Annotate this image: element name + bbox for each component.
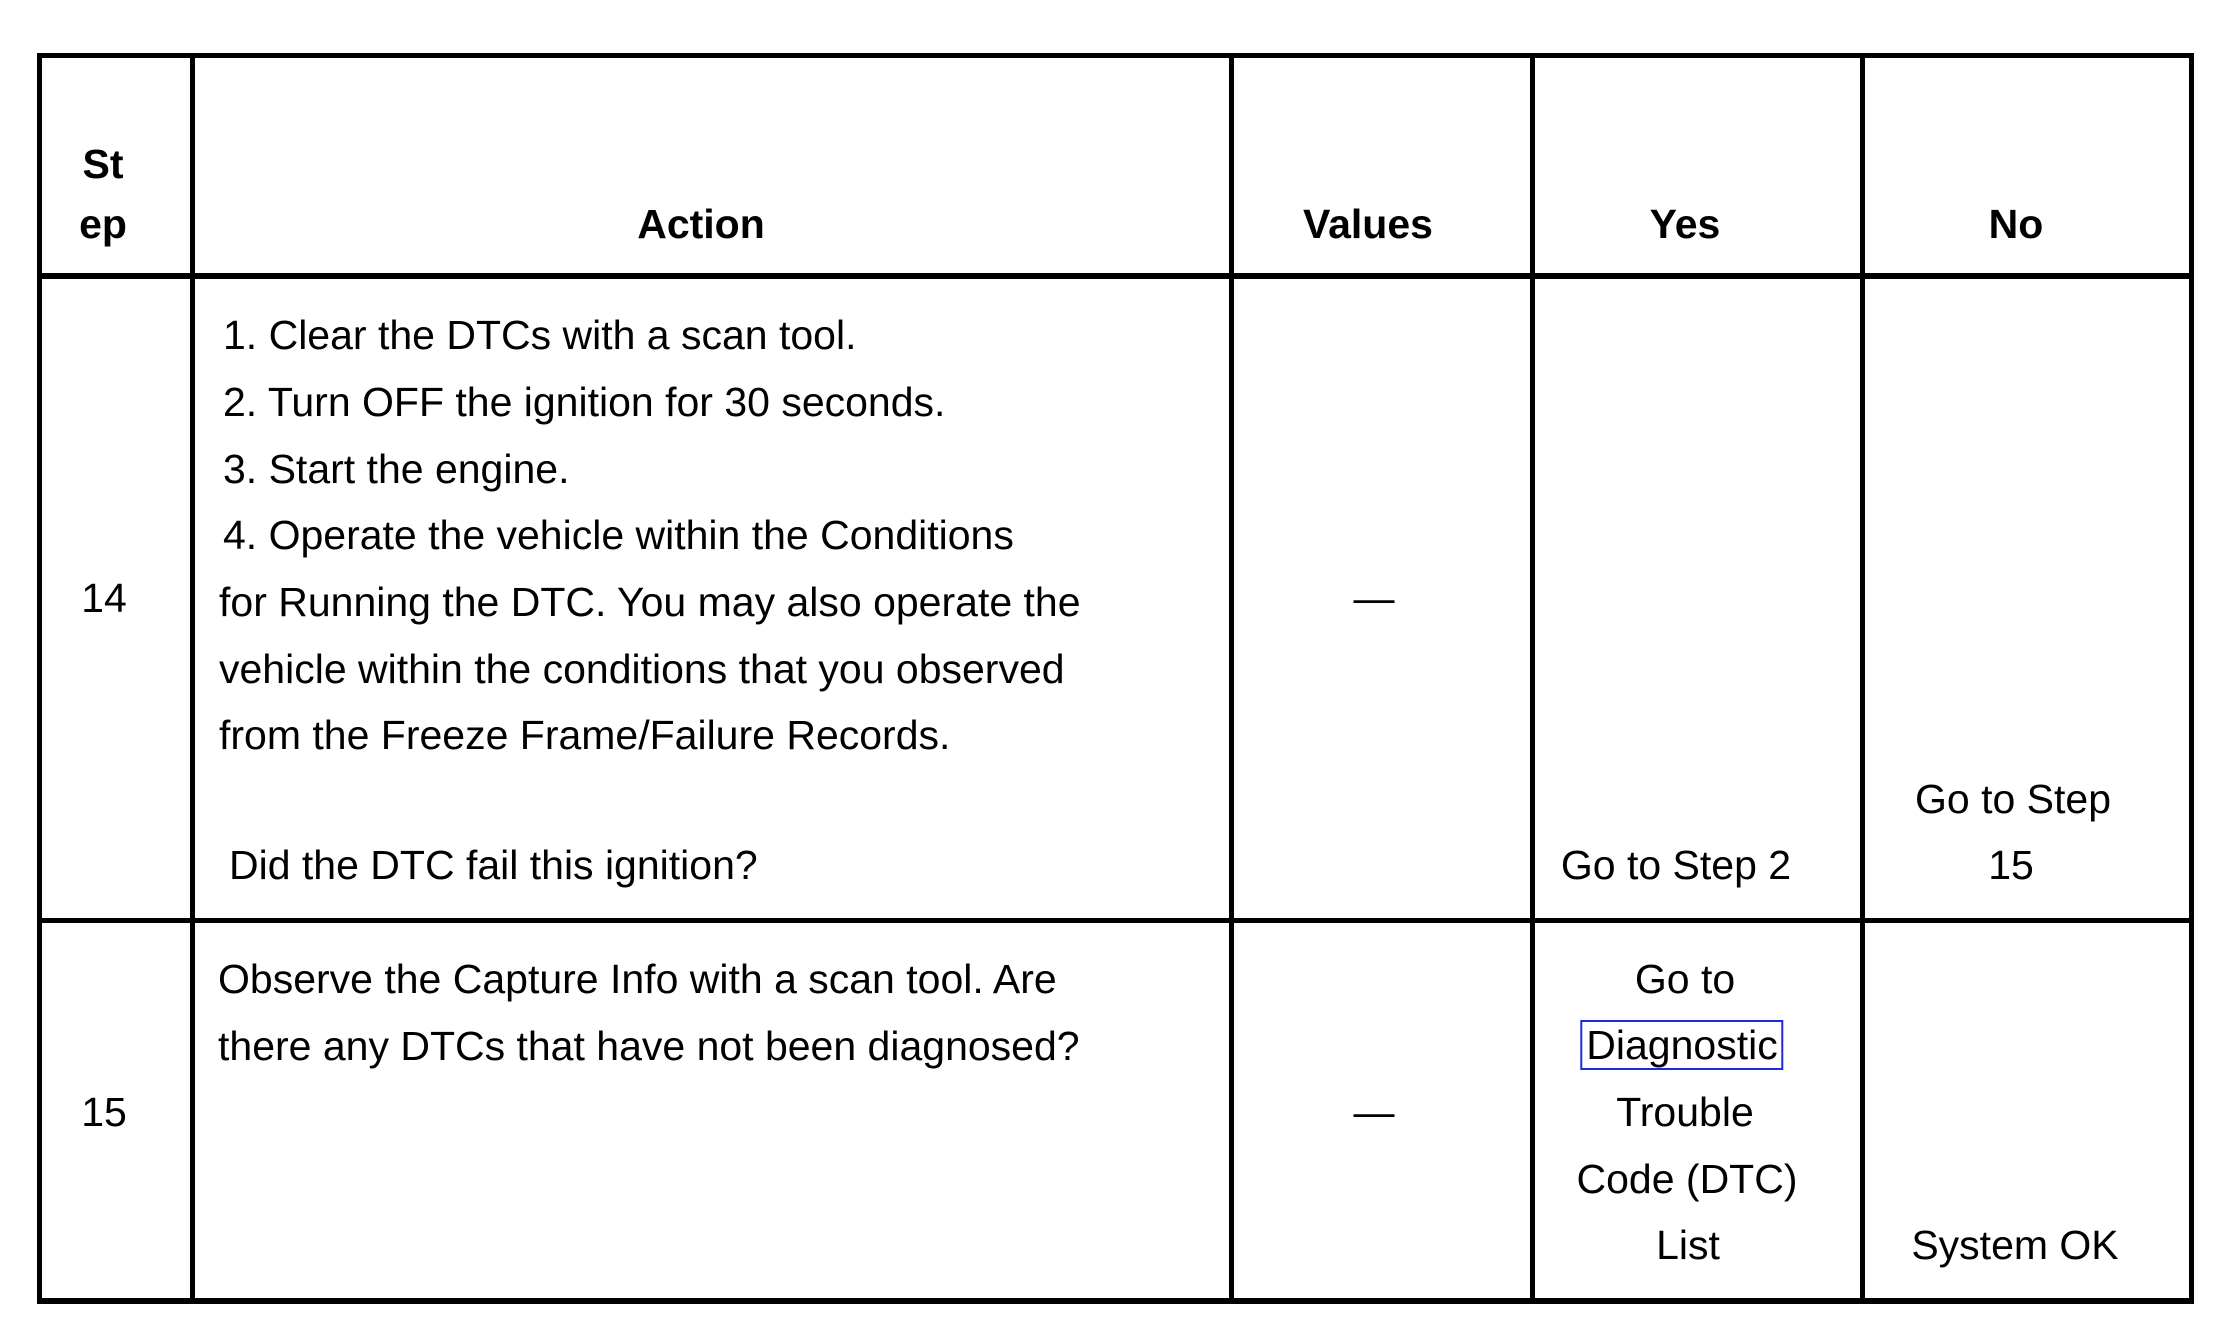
action-line: 3. Start the engine.	[223, 446, 570, 492]
table-bottom-border	[37, 1298, 2194, 1304]
no-system-ok: System OK	[1911, 1222, 2119, 1268]
column-divider-yes-no	[1860, 53, 1865, 1304]
diagnostic-link-box[interactable]: Diagnostic	[1580, 1020, 1783, 1070]
header-yes: Yes	[1649, 201, 1721, 247]
header-bottom-border	[37, 273, 2194, 279]
action-question: Did the DTC fail this ignition?	[229, 842, 758, 888]
table-left-border	[37, 53, 42, 1304]
yes-list-line: List	[1656, 1222, 1720, 1268]
action-line: from the Freeze Frame/Failure Records.	[219, 712, 951, 758]
action-line: Observe the Capture Info with a scan tool. Are	[218, 956, 1057, 1002]
column-divider-action-values	[1229, 53, 1234, 1304]
table-right-border	[2189, 53, 2194, 1304]
yes-go-to-line1: Go to	[1634, 956, 1736, 1002]
no-go-to-step-line2[interactable]: 15	[1988, 842, 2034, 888]
step-number: 14	[81, 575, 127, 621]
table-top-border	[37, 53, 2194, 58]
header-step-line1: St	[82, 141, 124, 187]
header-no: No	[1988, 201, 2044, 247]
column-divider-values-yes	[1530, 53, 1535, 1304]
action-line: there any DTCs that have not been diagnosed?	[218, 1023, 1080, 1069]
yes-trouble-line: Trouble	[1616, 1089, 1754, 1135]
action-line: for Running the DTC. You may also operate the	[219, 579, 1081, 625]
header-values: Values	[1303, 201, 1433, 247]
values-dash: —	[1353, 575, 1395, 621]
values-dash: —	[1353, 1089, 1395, 1135]
no-go-to-step-line1[interactable]: Go to Step	[1914, 776, 2112, 822]
yes-diagnostic-link[interactable]	[1586, 1021, 1783, 1069]
row-14-bottom-border	[37, 918, 2194, 923]
action-line: 1. Clear the DTCs with a scan tool.	[223, 312, 857, 358]
action-line: 2. Turn OFF the ignition for 30 seconds.	[223, 379, 946, 425]
action-line: vehicle within the conditions that you observed	[219, 646, 1065, 692]
header-action: Action	[637, 201, 765, 247]
step-number: 15	[81, 1089, 127, 1135]
column-divider-step-action	[190, 53, 195, 1304]
header-step-line2: ep	[79, 201, 127, 247]
action-line: 4. Operate the vehicle within the Conditions	[223, 512, 1014, 558]
yes-go-to-step-2-link[interactable]: Go to Step 2	[1560, 842, 1792, 888]
yes-code-dtc-line: Code (DTC)	[1576, 1156, 1798, 1202]
